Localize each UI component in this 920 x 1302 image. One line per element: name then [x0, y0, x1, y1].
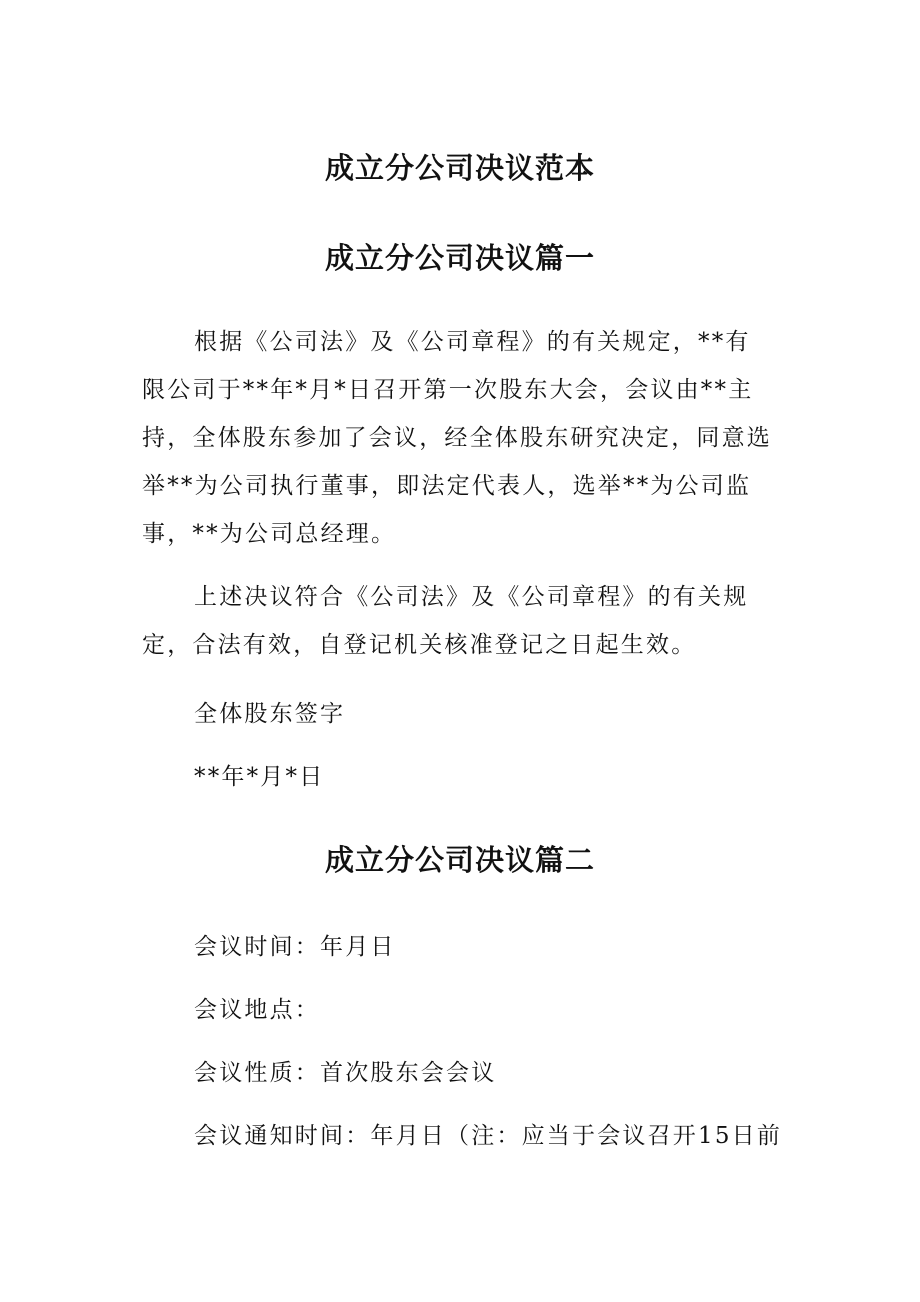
- document-title: 成立分公司决议范本: [324, 151, 595, 185]
- date-line: **年*月*日: [194, 764, 325, 790]
- section-heading-2: 成立分公司决议篇二: [324, 843, 595, 877]
- meeting-time: 会议时间：年月日: [194, 934, 396, 960]
- section-heading-1: 成立分公司决议篇一: [324, 241, 595, 275]
- meeting-place: 会议地点：: [194, 997, 320, 1023]
- section1-paragraph-2: 上述决议符合《公司法》及《公司章程》的有关规定，合法有效，自登记机关核准登记之日起生效。: [142, 584, 749, 658]
- meeting-nature: 会议性质：首次股东会会议: [194, 1060, 497, 1086]
- section1-paragraph-1: 根据《公司法》及《公司章程》的有关规定，**有限公司于**年*月*日召开第一次股东大会，会议由**主持，全体股东参加了会议，经全体股东研究决定，同意选举**为公司执行董事，即法定代表人，选举**为公司监事，**为公司总经理。: [142, 329, 772, 547]
- notice-time: 会议通知时间：年月日（注：应当于会议召开15日前: [194, 1123, 783, 1149]
- signature-line: 全体股东签字: [194, 701, 346, 727]
